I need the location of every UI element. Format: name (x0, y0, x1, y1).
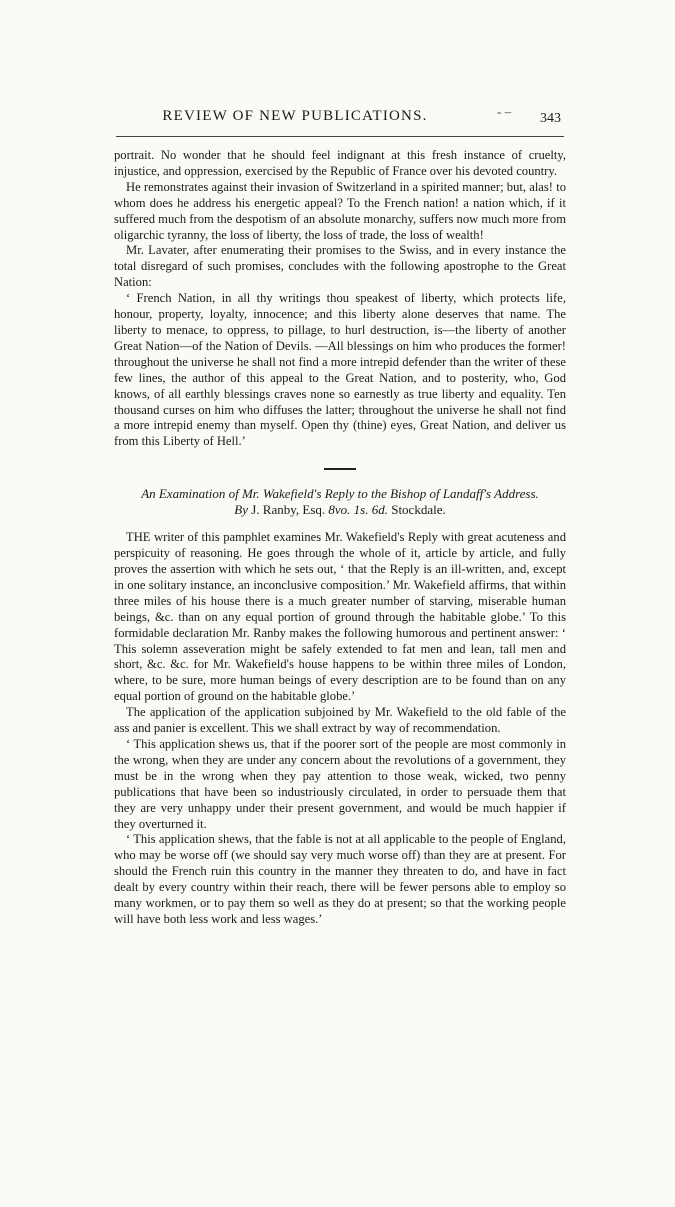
paragraph: THE writer of this pamphlet examines Mr. Wakefield's Reply with great acuteness and perspicuity of reasoning. He goes through the whole of it, article by article, and fully proves the assertion with which he sets out, ‘ that the Reply is an ill-written, and, except in one solitary instance, an inconclusive composition.’ Mr. Wakefield affirms, that within three miles of his house there is a much greater number of starving, miserable human beings, &c. than on any equal portion of ground through the habitable globe.’ To this formidable declaration Mr. Ranby makes the following humorous and pertinent answer: ‘ This solemn asseveration might be safely extended to fat men and lean, tall men and short, &c. &c. for Mr. Wakefield's house happens to be within three miles of London, where, to be sure, more human beings of every description are to be found than on any equal portion of ground on the habitable globe.’ (114, 530, 566, 704)
quoted-paragraph: ‘ This application shews, that the fable is not at all applicable to the people of England, who may be worse off (we should say very much worse off) than they are at present. For should the French ruin this country in the manner they threaten to do, and have in fact dealt by every country within their reach, there will be fewer persons able to employ so many workmen, or to pay them so well as they do at present; so that the working people will have both less work and less wages.’ (114, 832, 566, 926)
byline-publisher: Stockdale. (391, 502, 446, 518)
byline-author: J. Ranby, Esq. (251, 502, 326, 518)
paragraph: Mr. Lavater, after enumerating their promises to the Swiss, and in every instance the total disregard of such promises, concludes with the following apostrophe to the Great Nation: (114, 243, 566, 290)
byline-price: 1s. 6d. (353, 502, 388, 518)
byline-format: 8vo. (328, 502, 351, 518)
section-divider (324, 468, 356, 470)
article-title (114, 486, 566, 518)
quoted-paragraph: ‘ This application shews us, that if the poorer sort of the people are most commonly in the wrong, when they are under any concern about the revolutions of a government, they must be in the wrong when they pay attention to those weak, wicked, two penny publications that have been so industriously circulated, in order to persuade them that they are very unhappy under their present government, and would be much happier if they overturned it. (114, 737, 566, 831)
article-byline (114, 502, 566, 518)
running-title: REVIEW OF NEW PUBLICATIONS. (162, 108, 428, 124)
header-rule (116, 136, 564, 137)
quoted-paragraph: ‘ French Nation, in all thy writings thou speakest of liberty, which protects life, honour, property, loyalty, innocence; and this liberty alone deserves that name. The liberty to menace, to oppress, to pillage, to hurl destruction, is—the liberty of another Great Nation—of the Nation of Devils. —All blessings on him who produces the former! throughout the universe he shall not find a more intrepid defender than the writer of these few lines, the author of this appeal to the Great Nation, and to posterity, who, God knows, of all earthly blessings craves none so earnestly as true liberty and equality. Ten thousand curses on him who diffuses the latter; throughout the universe he shall not find a more intrepid enemy than myself. Open thy (thine) eyes, Great Nation, and deliver us from this Liberty of Hell.’ (114, 291, 566, 449)
page-body (114, 148, 566, 928)
article-title-line: An Examination of Mr. Wakefield's Reply to the Bishop of Landaff's Address. (141, 486, 539, 502)
paragraph: portrait. No wonder that he should feel indignant at this fresh instance of cruelty, injustice, and oppression, exercised by the Republic of France over his devoted country. (114, 148, 566, 178)
paragraph: He remonstrates against their invasion of Switzerland in a spirited manner; but, alas! to whom does he address his energetic appeal? To the French nation! a nation which, if it suffered much from the despotism of an absolute monarchy, suffers now much more from oligarchic tyranny, the loss of liberty, the loss of trade, the loss of wealth! (114, 179, 566, 242)
page-number: 343 (540, 111, 561, 126)
paragraph: The application of the application subjoined by Mr. Wakefield to the old fable of the ass and panier is excellent. This we shall extract by way of recommendation. (114, 705, 566, 736)
byline-by: By (234, 502, 248, 518)
running-mark: - ‒ (497, 104, 512, 119)
